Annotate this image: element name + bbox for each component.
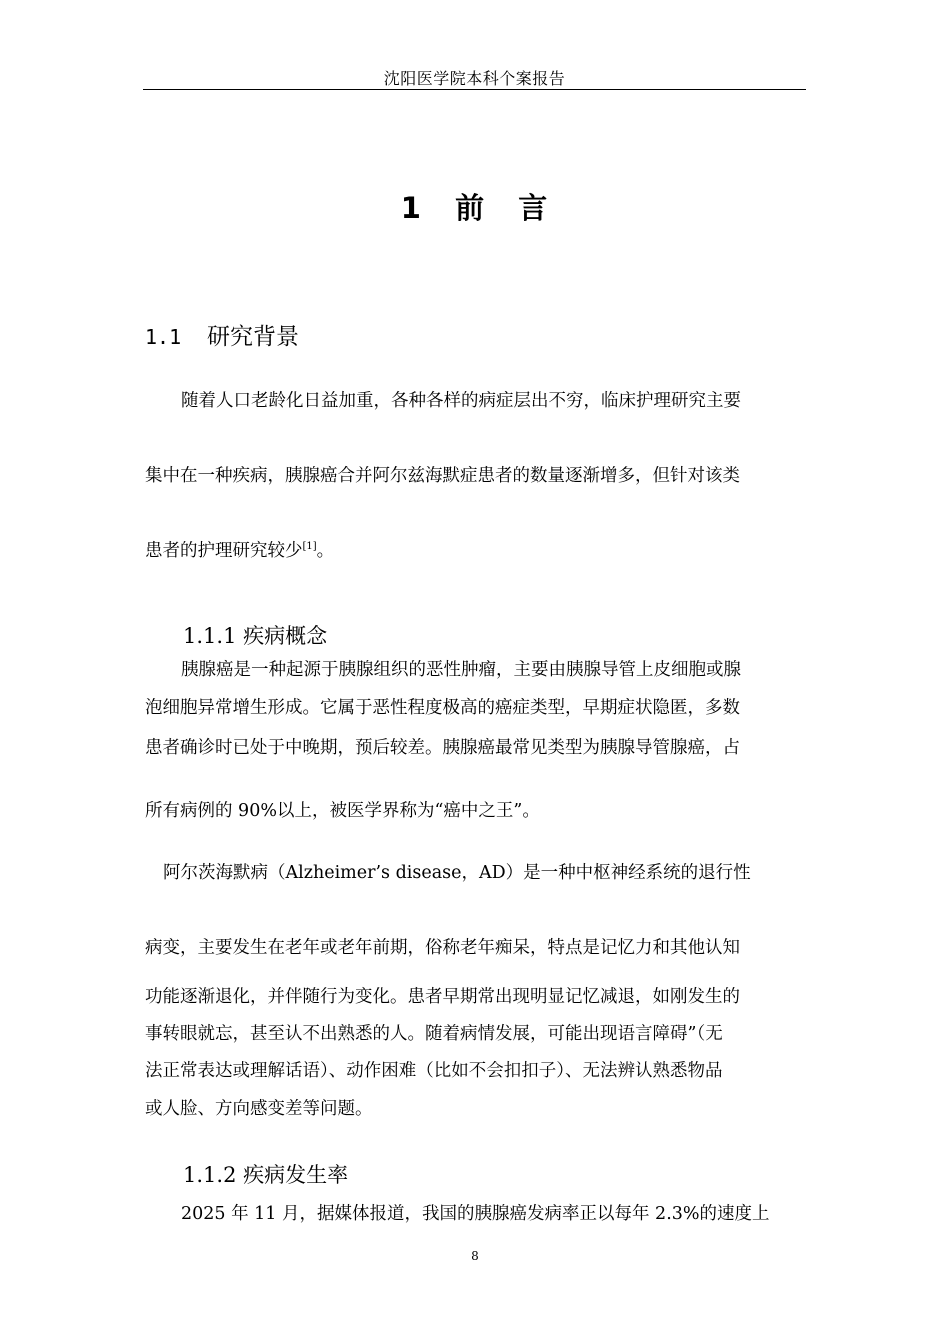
concept-p2-line-1: 阿尔茨海默病（Alzheimer’s disease，AD）是一种中枢神经系统的退行性	[163, 863, 751, 883]
concept-p1-line-3: 患者确诊时已处于中晚期，预后较差。胰腺癌最常见类型为胰腺导管腺癌，占	[145, 738, 740, 758]
concept-p2-line-3: 功能逐渐退化，并伴随行为变化。患者早期常出现明显记忆减退，如刚发生的	[145, 987, 740, 1007]
subsection-heading-1: 1.1.1 疾病概念	[183, 624, 328, 648]
section-heading	[145, 318, 299, 351]
incidence-p1-line-1: 2025 年 11 月，据媒体报道，我国的胰腺癌发病率正以每年 2.3%的速度上	[181, 1204, 770, 1224]
concept-p1-line-2: 泡细胞异常增生形成。它属于恶性程度极高的癌症类型，早期症状隐匿，多数	[145, 698, 740, 718]
intro-line-1: 随着人口老龄化日益加重，各种各样的病症层出不穷，临床护理研究主要	[181, 391, 741, 411]
concept-p1-line-4: 所有病例的 90%以上，被医学界称为“癌中之王”。	[145, 801, 540, 821]
intro-line-3-end: 。	[316, 541, 335, 561]
concept-p2-line-2: 病变，主要发生在老年或老年前期，俗称老年痴呆，特点是记忆力和其他认知	[145, 938, 740, 958]
concept-p1-line-1: 胰腺癌是一种起源于胰腺组织的恶性肿瘤，主要由胰腺导管上皮细胞或腺	[181, 660, 741, 680]
concept-p2-line-5: 法正常表达或理解话语）、动作困难（比如不会扣扣子）、无法辨认熟悉物品	[145, 1061, 723, 1081]
section-title: 研究背景	[207, 324, 299, 350]
concept-p2-line-4: 事转眼就忘，甚至认不出熟悉的人。随着病情发展，可能出现语言障碍”（无	[145, 1024, 723, 1044]
header-divider	[143, 89, 806, 90]
chapter-title-char-1: 前	[455, 191, 487, 225]
subsection-heading-2: 1.1.2 疾病发生率	[183, 1163, 349, 1187]
concept-p2-line-6: 或人脸、方向感变差等问题。	[145, 1099, 373, 1119]
intro-line-2: 集中在一种疾病，胰腺癌合并阿尔兹海默症患者的数量逐渐增多，但针对该类	[145, 466, 740, 486]
running-header: 沈阳医学院本科个案报告	[383, 69, 566, 88]
chapter-number: 1	[400, 191, 423, 225]
chapter-title	[0, 186, 950, 227]
page-number: 8	[471, 1249, 479, 1263]
intro-line-3	[145, 537, 334, 562]
citation-marker: [1]	[302, 541, 317, 553]
chapter-title-char-2: 言	[518, 191, 550, 225]
section-number: 1.1	[145, 325, 182, 349]
intro-line-3-text: 患者的护理研究较少	[145, 541, 303, 561]
